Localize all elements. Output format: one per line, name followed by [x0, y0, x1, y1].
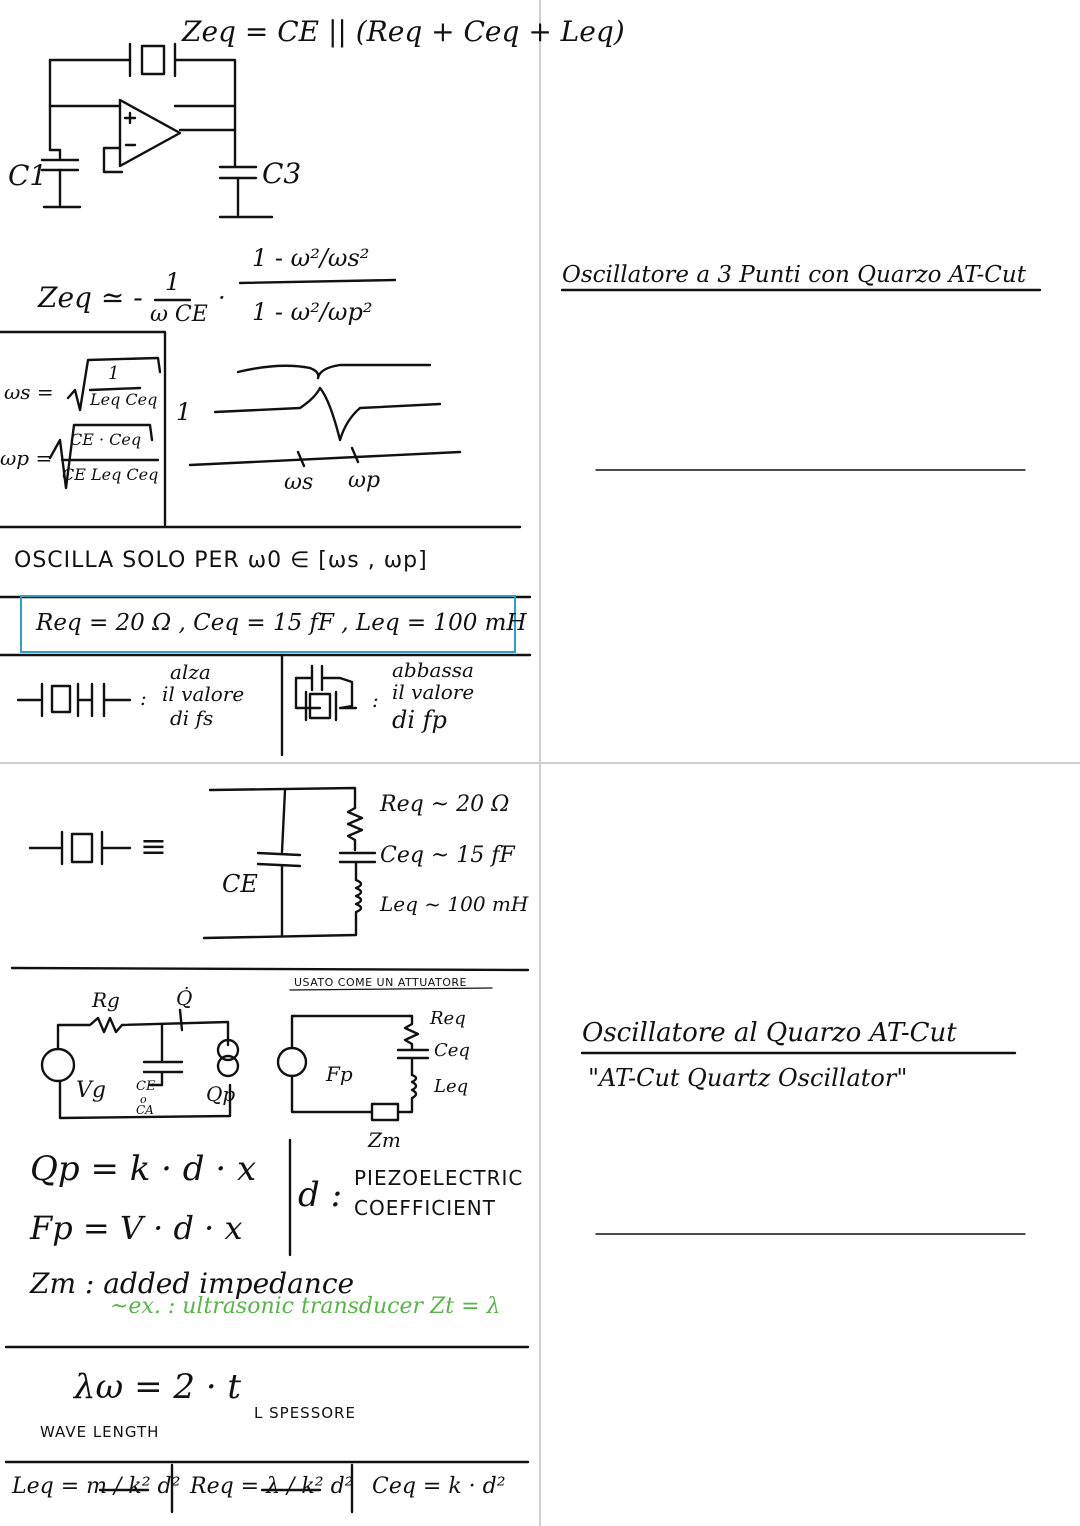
spessore-label: L SPESSORE	[254, 1404, 356, 1422]
zm-label: Zm	[368, 1128, 401, 1152]
req-label: Req	[430, 1008, 466, 1029]
ce-ca-1: CE	[136, 1079, 156, 1094]
ws-def-den: Leq Ceq	[90, 390, 158, 409]
qp-label: Qp	[206, 1082, 236, 1106]
frac-den: 1 - ω²/ωp²	[252, 298, 373, 326]
ceq-formula: Ceq = k · d²	[372, 1474, 506, 1499]
req-value: Req ~ 20 Ω	[380, 792, 510, 817]
definitions-box	[0, 332, 165, 525]
oscilla-condition: OSCILLA SOLO PER ω0 ∈ [ωs , ωp]	[14, 548, 428, 573]
qdot-label: Q̇	[176, 986, 193, 1010]
parallel-note-1: abbassa	[392, 658, 474, 682]
leq-label: Leq	[434, 1076, 469, 1097]
piezo-mechanical-model	[278, 1016, 428, 1120]
ce-ca-3: CA	[136, 1103, 154, 1117]
wp-def-lhs: ωp =	[0, 446, 53, 470]
oscillator-schematic	[42, 44, 272, 217]
c1-label: C1	[8, 159, 48, 192]
series-note-3: di fs	[170, 706, 214, 730]
values-text: Req = 20 Ω , Ceq = 15 fF , Leq = 100 mH	[36, 610, 527, 636]
wavelength-label: WAVE LENGTH	[40, 1423, 160, 1441]
c3-label: C3	[262, 157, 302, 190]
d-desc-1: PIEZOELECTRIC	[354, 1166, 524, 1190]
approx-num: 1	[165, 268, 181, 296]
frac-bar-2	[240, 280, 395, 283]
series-note-2: il valore	[162, 682, 245, 706]
parallel-note-3: di fp	[392, 706, 447, 734]
leq-formula: Leq = m / k² d²	[12, 1474, 181, 1499]
colon-2: :	[372, 688, 379, 712]
zeq-formula: Zeq = CE || (Req + Ceq + Leq)	[182, 15, 625, 48]
ws-def-lhs: ωs =	[4, 380, 54, 404]
response-plot	[190, 365, 460, 466]
bvd-equivalent-circuit	[204, 788, 375, 938]
approx-den: ω CE	[150, 302, 208, 327]
lambda-equation: λω = 2 · t	[74, 1367, 242, 1407]
ce-label: CE	[222, 870, 258, 898]
title-right-3: "AT-Cut Quartz Oscillator"	[588, 1064, 908, 1092]
equiv-sign: ≡	[140, 827, 167, 865]
crystal-symbol	[30, 832, 130, 864]
separator-4	[12, 968, 528, 970]
zeq-approx-lhs: Zeq ≃ -	[38, 281, 143, 314]
values-box	[20, 595, 527, 653]
title-right-2: Oscillatore al Quarzo AT-Cut	[582, 1018, 957, 1048]
plot-one: 1	[176, 398, 192, 426]
qp-equation: Qp = k · d · x	[30, 1149, 257, 1189]
vg-label: Vg	[76, 1078, 106, 1103]
zm-description: Zm : added impedance	[30, 1267, 355, 1300]
plot-ws: ωs	[284, 470, 314, 495]
zm-example: ~ex. : ultrasonic transducer Zt = λ	[110, 1294, 501, 1319]
d-label: d :	[298, 1175, 343, 1215]
colon-1: :	[140, 686, 147, 710]
req-formula: Req = λ / k² d²	[190, 1474, 354, 1499]
fp-label: Fp	[326, 1062, 353, 1086]
approx-dot: ·	[218, 284, 226, 312]
usato-label: USATO COME UN ATTUATORE	[294, 976, 467, 989]
ceq-label: Ceq	[434, 1040, 470, 1061]
frac-num: 1 - ω²/ωs²	[252, 244, 370, 272]
wp-def-num: CE · Ceq	[70, 430, 142, 449]
crystal-parallel-cap-symbol	[296, 666, 356, 720]
fp-equation: Fp = V · d · x	[30, 1209, 243, 1247]
wp-def-den: CE Leq Ceq	[62, 465, 159, 484]
ceq-value: Ceq ~ 15 fF	[380, 843, 515, 868]
rg-label: Rg	[92, 988, 120, 1012]
ws-def-num: 1	[108, 363, 120, 384]
series-note-1: alza	[170, 660, 211, 684]
d-desc-2: COEFFICIENT	[354, 1196, 496, 1220]
plot-wp: ωp	[348, 468, 381, 493]
title-right-1: Oscillatore a 3 Punti con Quarzo AT-Cut	[562, 262, 1026, 288]
ce-ca-2: o	[140, 1093, 147, 1106]
parallel-note-2: il valore	[392, 680, 475, 704]
leq-value: Leq ~ 100 mH	[380, 892, 529, 916]
crystal-series-cap-symbol	[18, 684, 130, 716]
